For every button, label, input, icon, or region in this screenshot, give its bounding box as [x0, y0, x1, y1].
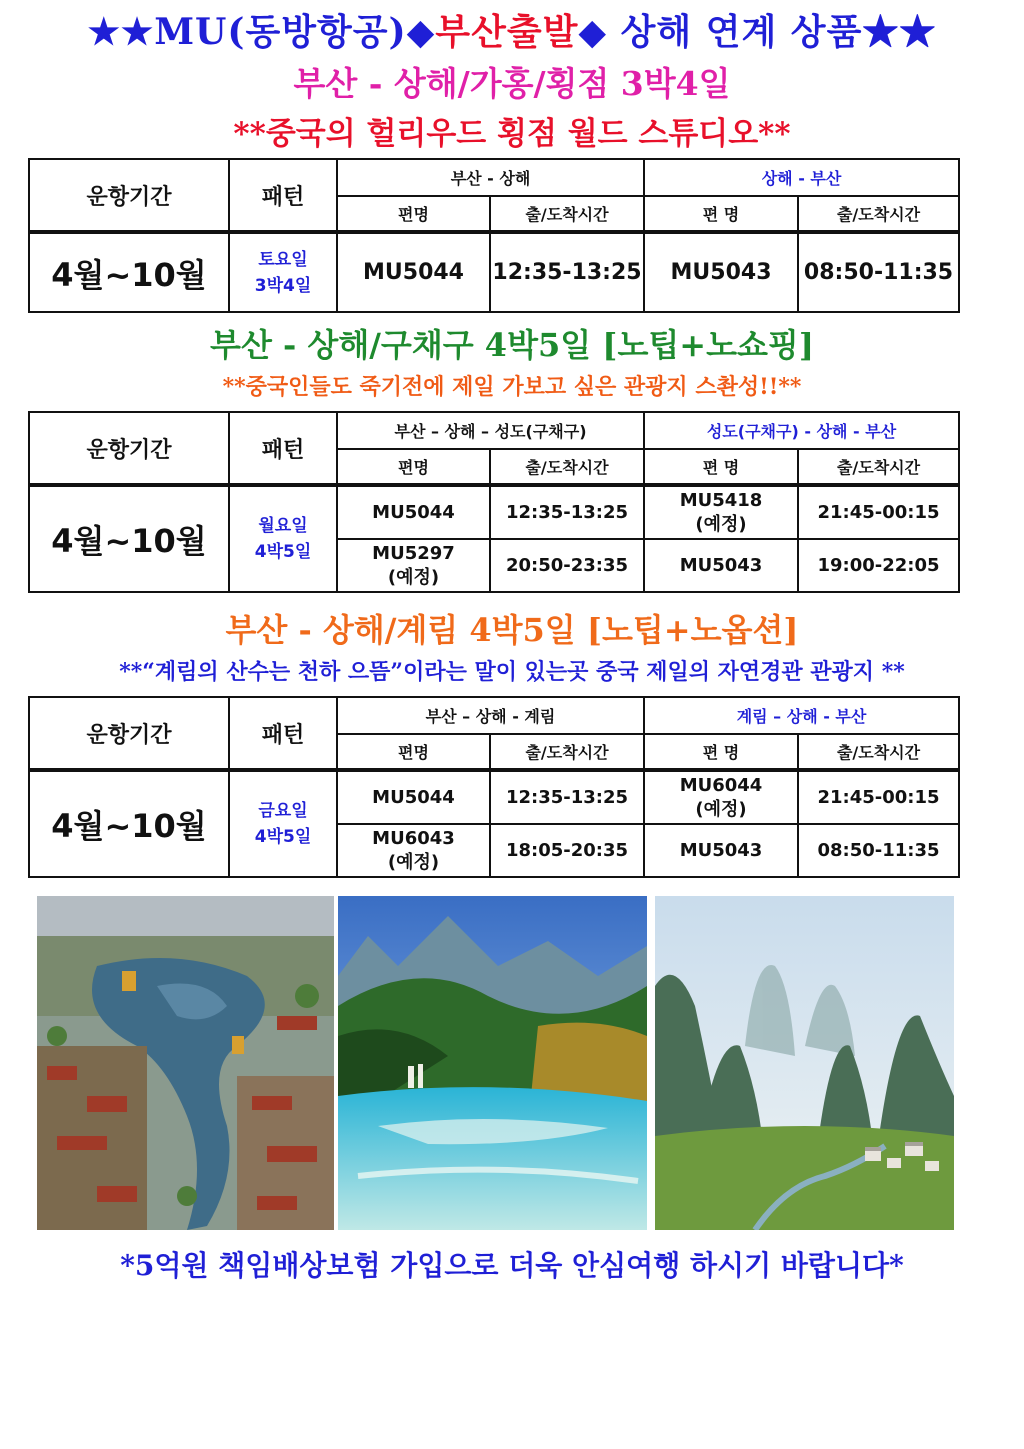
header-pattern: 패턴: [229, 697, 337, 770]
period-value: 4월~10월: [29, 770, 229, 877]
header-flight-no: 편 명: [644, 449, 798, 485]
flight-table-hengdian: [28, 158, 960, 313]
flight-number: MU5043: [644, 539, 798, 592]
section-jiuzhaigou-title: 부산 - 상해/구채구 4박5일 [노팁+노쇼핑]: [210, 326, 814, 364]
flight-table-guilin: [28, 696, 960, 878]
subtitle-route: 부산 - 상해/가홍/횡점 3박4일: [293, 64, 731, 103]
flight-time: 12:35-13:25: [490, 770, 644, 824]
pattern-value: 금요일 4박5일: [229, 770, 337, 877]
header-time: 출/도착시간: [798, 449, 959, 485]
flight-time: 18:05-20:35: [490, 824, 644, 877]
subtitle-highlight: **중국의 헐리우드 횡점 월드 스튜디오**: [233, 116, 791, 152]
flight-time: 21:45-00:15: [798, 770, 959, 824]
flight-number: MU5418 (예정): [644, 485, 798, 539]
route-outbound: 부산 – 상해 – 성도(구채구): [337, 412, 644, 449]
route-outbound: 부산 - 상해: [337, 159, 644, 196]
header-flight-no: 편명: [337, 196, 490, 232]
section-guilin-note: **“계림의 산수는 천하 으뜸”이라는 말이 있는곳 중국 제일의 자연경관 관광지 **: [119, 659, 905, 685]
flight-table-jiuzhaigou: [28, 411, 960, 593]
header-period: 운항기간: [29, 412, 229, 485]
flight-number: MU5044: [337, 232, 490, 312]
header-time: 출/도착시간: [490, 449, 644, 485]
flight-time: 08:50-11:35: [798, 824, 959, 877]
flight-number: MU5043: [644, 232, 798, 312]
photo-guilin-karst: [655, 896, 954, 1230]
section-jiuzhaigou-note: **중국인들도 죽기전에 제일 가보고 싶은 관광지 스촨성!!**: [222, 374, 802, 400]
period-value: 4월~10월: [29, 232, 229, 312]
header-period: 운항기간: [29, 159, 229, 232]
flight-time: 19:00-22:05: [798, 539, 959, 592]
period-value: 4월~10월: [29, 485, 229, 592]
flight-time: 08:50-11:35: [798, 232, 959, 312]
insurance-note: *5억원 책임배상보험 가입으로 더욱 안심여행 하시기 바랍니다*: [120, 1249, 904, 1282]
header-time: 출/도착시간: [490, 196, 644, 232]
pattern-value: 월요일 4박5일: [229, 485, 337, 592]
flight-number: MU5044: [337, 770, 490, 824]
route-return: 계림 – 상해 - 부산: [644, 697, 959, 734]
pattern-value: 토요일 3박4일: [229, 232, 337, 312]
main-title: ★★MU(동방항공)◆부산출발◆ 상해 연계 상품★★: [87, 11, 937, 53]
flight-number: MU6043 (예정): [337, 824, 490, 877]
header-flight-no: 편명: [337, 449, 490, 485]
header-flight-no: 편 명: [644, 734, 798, 770]
flight-number: MU5044: [337, 485, 490, 539]
flight-time: 21:45-00:15: [798, 485, 959, 539]
flight-time: 12:35-13:25: [490, 485, 644, 539]
flight-number: MU5297 (예정): [337, 539, 490, 592]
header-time: 출/도착시간: [798, 196, 959, 232]
section-guilin-title: 부산 - 상해/계림 4박5일 [노팁+노옵션]: [225, 611, 799, 649]
route-return: 성도(구채구) - 상해 - 부산: [644, 412, 959, 449]
header-flight-no: 편명: [337, 734, 490, 770]
flight-number: MU6044 (예정): [644, 770, 798, 824]
header-pattern: 패턴: [229, 412, 337, 485]
header-flight-no: 편 명: [644, 196, 798, 232]
flight-time: 20:50-23:35: [490, 539, 644, 592]
photo-hengdian-world-studios: [37, 896, 334, 1230]
flight-time: 12:35-13:25: [490, 232, 644, 312]
header-period: 운항기간: [29, 697, 229, 770]
flight-number: MU5043: [644, 824, 798, 877]
header-pattern: 패턴: [229, 159, 337, 232]
photo-jiuzhaigou: [338, 896, 647, 1230]
header-time: 출/도착시간: [490, 734, 644, 770]
header-time: 출/도착시간: [798, 734, 959, 770]
route-return: 상해 - 부산: [644, 159, 959, 196]
route-outbound: 부산 – 상해 - 계림: [337, 697, 644, 734]
